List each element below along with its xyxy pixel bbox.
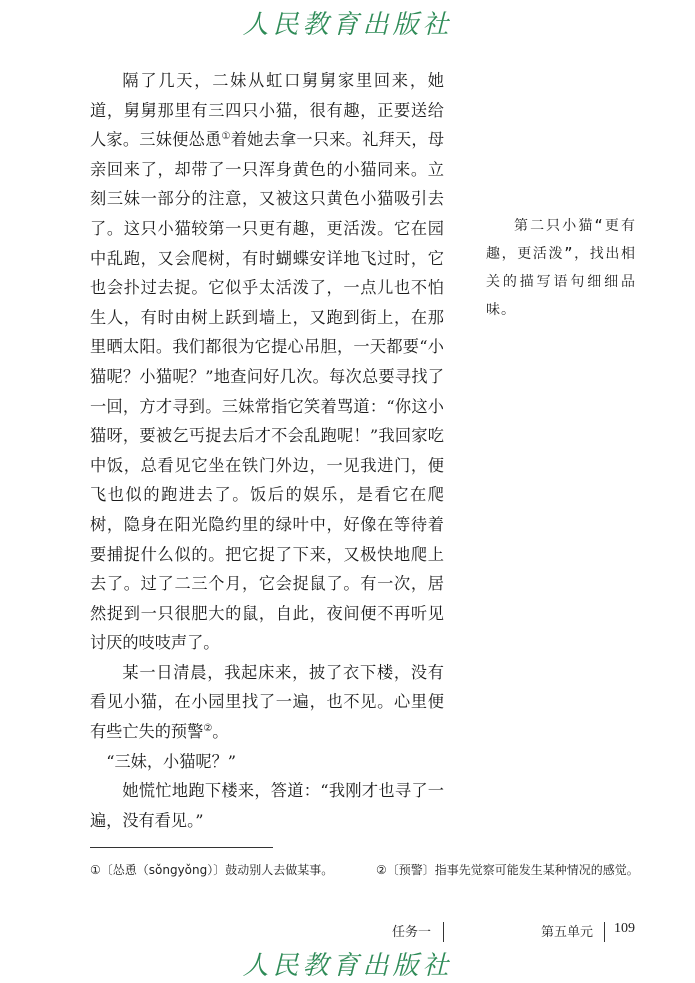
side-note [486, 212, 636, 324]
footer-unit: 第五单元 [541, 925, 594, 940]
paragraph [90, 658, 444, 747]
paragraph-text: 。 [212, 722, 229, 742]
footnote-marker: ② [203, 723, 213, 735]
side-note-text: 第二只小猫“更有趣，更活泼”，找出相关的描写语句细细品味。 [486, 218, 636, 318]
page-number: 109 [614, 921, 635, 936]
paragraph [90, 776, 444, 835]
paragraph-text: 她慌忙地跑下楼来，答道：“我刚才也寻了一遍，没有看见。” [90, 781, 444, 830]
footer-divider [443, 922, 444, 942]
paragraph [90, 747, 444, 777]
footnote-2: ②〔预警〕指事先觉察可能发生某种情况的感觉。 [376, 863, 639, 877]
paragraph-text: “三妹，小猫呢？” [106, 751, 237, 771]
footnote-1: ①〔怂恿（sǒngyǒng）〕鼓动别人去做某事。 [90, 863, 334, 877]
paragraph-text: 某一日清晨，我起床来，披了衣下楼，没有看见小猫，在小园里找了一遍，也不见。心里便有些亡失的预警 [90, 662, 444, 742]
publisher-watermark-bottom: 人民教育出版社 [242, 951, 453, 981]
paragraph-text: 着她去拿一只来。礼拜天，母亲回来了，却带了一只浑身黄色的小猫同来。立刻三妹一部分的注意，又被这只黄色小猫吸引去了。这只小猫较第一只更有趣，更活泼。它在园中乱跑，又会爬树，有时蝴蝶安详地飞过时，它也会扑过去捉。它似乎太活泼了，一点儿也不怕生人，有时由树上跃到墙上，又跑到街上，在那里晒太阳。我们都很为它提心吊胆，一天都要“小猫呢？小猫呢？”地查问好几次。每次总要寻找了一回，方才寻到。三妹常指它笑着骂道：“你这小猫呀，要被乞丐捉去后才不会乱跑呢！”我回家吃中饭，总看见它坐在铁门外边，一见我进门，便飞也似的跑进去了。饭后的娱乐，是看它在爬树，隐身在阳光隐约里的绿叶中，好像在等待着要捕捉什么似的。把它捉了下来，又极快地爬上去了。过了二三个月，它会捉鼠了。有一次，居然捉到一只很肥大的鼠，自此，夜间便不再听见讨厌的吱吱声了。 [90, 130, 445, 653]
footnote-rule [90, 847, 273, 848]
publisher-watermark-top: 人民教育出版社 [242, 10, 453, 40]
footnote-marker: ① [221, 131, 231, 143]
paragraph [90, 66, 444, 658]
footer-task: 任务一 [392, 925, 432, 940]
footer-divider [604, 922, 605, 942]
main-text [90, 66, 444, 835]
paragraph-text: 隔了几天，二妹从虹口舅舅家里回来，她道，舅舅那里有三四只小猫，很有趣，正要送给人家。三妹便怂恿 [90, 71, 444, 150]
